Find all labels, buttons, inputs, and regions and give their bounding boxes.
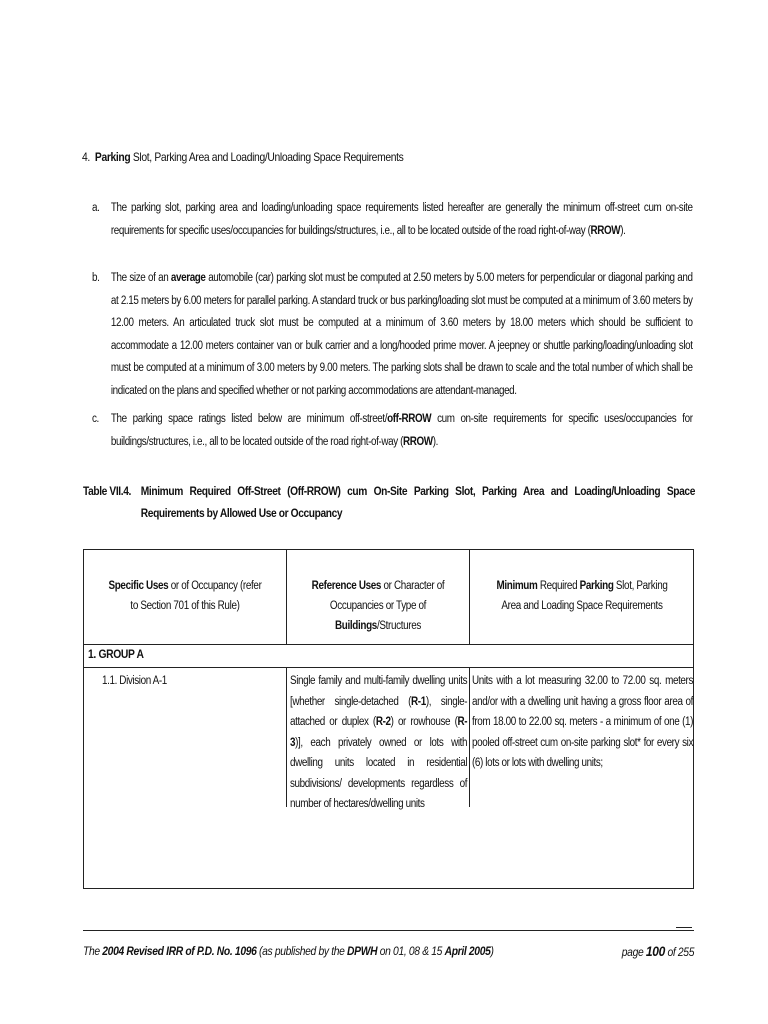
header-col1-rest: or of Occupancy (refer to Section 701 of this Rule) bbox=[130, 580, 262, 612]
footer-document-title bbox=[83, 944, 494, 958]
header-reference-uses bbox=[292, 576, 464, 636]
header-col3-bold-2: Parking bbox=[579, 580, 614, 592]
section-title-rest: Slot, Parking Area and Loading/Unloading Space Requirements bbox=[130, 150, 404, 164]
header-col2-rest-2: /Structures bbox=[376, 620, 421, 632]
row1-specific-use bbox=[102, 671, 282, 692]
paragraph-a-letter: a. bbox=[92, 202, 100, 214]
table-group-divider bbox=[84, 667, 693, 668]
paragraph-c-bold-1: off-RROW bbox=[387, 413, 432, 425]
footer-on: on 01, 08 & 15 bbox=[377, 944, 445, 958]
header-col2-bold-2: Buildings bbox=[335, 620, 377, 632]
row1-ref-text-3: ) or rowhouse ( bbox=[390, 716, 458, 728]
paragraph-b-text-1: The size of an bbox=[110, 272, 171, 284]
footer-page-num: 100 bbox=[645, 943, 665, 959]
footer-page-of: of 255 bbox=[664, 945, 694, 959]
section-title-bold: Parking bbox=[94, 150, 131, 164]
paragraph-a bbox=[92, 197, 693, 242]
row1-ref-text-4: )], each privately owned or lots with dwelling units located in residential subdivisions/ developments regardless of number of hectares/dwelling units bbox=[290, 736, 468, 810]
paragraph-c-text-3: ). bbox=[432, 435, 438, 448]
paragraph-b-bold-1: average bbox=[170, 272, 206, 284]
row1-ref-text-1: Single family and multi-family dwelling units [whether single-detached ( bbox=[290, 675, 468, 708]
paragraph-b-body bbox=[111, 267, 693, 402]
row1-req-text: Units with a lot measuring 32.00 to 72.00 sq. meters and/or with a dwelling unit having a gross floor area of from 18.00 to 22.00 sq. meters - a minimum of one (1) pooled off-street cum on-site parking slot* for every six (6) lots or lots with dwelling units; bbox=[472, 675, 694, 769]
footer-mid: (as published by the bbox=[256, 944, 348, 958]
footer-the: The bbox=[83, 944, 103, 958]
footer-page-number bbox=[622, 943, 694, 959]
paragraph-a-body bbox=[111, 197, 693, 242]
section-number: 4. bbox=[82, 150, 90, 164]
footer-title-bold: 2004 Revised IRR of P.D. No. 1096 bbox=[102, 944, 257, 958]
table-caption-label: Table VII.4. bbox=[83, 484, 131, 498]
header-col3-rest-2: Slot, Parking Area and Loading Space Requirements bbox=[501, 580, 668, 612]
paragraph-a-text-2: ). bbox=[620, 224, 626, 237]
table-col-divider-2 bbox=[469, 550, 470, 644]
table-body-divider-1 bbox=[286, 667, 287, 807]
paragraph-b bbox=[92, 267, 693, 402]
table-caption bbox=[83, 480, 695, 524]
table-group-a: 1. GROUP A bbox=[88, 647, 144, 661]
header-specific-uses bbox=[92, 576, 278, 616]
table-header-divider bbox=[84, 644, 693, 645]
row1-use-text: 1.1. Division A-1 bbox=[102, 675, 167, 687]
footer-dpwh: DPWH bbox=[347, 944, 378, 958]
row1-ref-bold-3: R-3 bbox=[290, 716, 468, 749]
paragraph-a-bold-1: RROW bbox=[590, 224, 621, 237]
table-caption-text: Minimum Required Off-Street (Off-RROW) cum On-Site Parking Slot, Parking Area and Loading/Unloading Space Requirements by Allowed Use or Occupancy bbox=[140, 484, 696, 520]
paragraph-c-text-1: The parking space ratings listed below are minimum off-street/ bbox=[110, 413, 388, 425]
table-col-divider-1 bbox=[286, 550, 287, 644]
header-col3-rest-1: Required bbox=[537, 580, 580, 592]
row1-ref-bold-2: R-2 bbox=[375, 716, 391, 728]
table-body-divider-2 bbox=[469, 667, 470, 807]
header-col2-bold-1: Reference Uses bbox=[311, 580, 382, 592]
header-minimum-required bbox=[474, 576, 690, 616]
row1-ref-text-2: ), single-attached or duplex ( bbox=[290, 695, 468, 728]
header-col2-rest-1: or Character of Occupancies or Type of bbox=[329, 580, 445, 612]
paragraph-c-body bbox=[111, 408, 693, 453]
row1-minimum-requirement bbox=[472, 671, 693, 774]
paragraph-b-letter: b. bbox=[92, 272, 100, 284]
paragraph-b-text-2: automobile (car) parking slot must be computed at 2.50 meters by 5.00 meters for perpendicular or diagonal parking and at 2.15 meters by 6.00 meters for parallel parking. A standard truck or bus parking/loading slot must be computed at a minimum of 3.60 meters by 12.00 meters. An articulated truck slot must be computed at a minimum of 3.60 meters by 18.00 meters which should be sufficient to accommodate a 12.00 meters container van or bulk carrier and a long/hooded prime mover. A jeepney or shuttle parking/loading/unloading slot must be computed at a minimum of 3.00 meters by 9.00 meters. The parking slots shall be drawn to scale and the total number of which shall be indicated on the plans and specified whether or not parking accommodations are attendant-managed. bbox=[110, 272, 693, 397]
paragraph-c bbox=[92, 408, 693, 453]
row1-ref-bold-1: R-1 bbox=[411, 695, 426, 708]
section-heading bbox=[82, 150, 403, 164]
footer-page-word: page bbox=[621, 945, 646, 959]
footer-rule bbox=[83, 930, 694, 931]
parking-requirements-table bbox=[83, 549, 694, 889]
header-col3-bold-1: Minimum bbox=[496, 580, 538, 592]
paragraph-a-text-1: The parking slot, parking area and loading/unloading space requirements listed hereafter are generally the minimum off-street cum on-site requirements for specific uses/occupancies for buildings/structures, i.e., all to be located outside of the road right-of-way ( bbox=[110, 202, 693, 237]
paragraph-c-letter: c. bbox=[92, 413, 99, 425]
paragraph-c-text-2: cum on-site requirements for specific uses/occupancies for buildings/structures, i.e., all to be located outside of the road right-of-way ( bbox=[110, 413, 693, 448]
footer-tick-mark bbox=[676, 927, 692, 928]
paragraph-c-bold-2: RROW bbox=[403, 435, 433, 448]
header-col1-bold: Specific Uses bbox=[108, 580, 169, 592]
footer-date-bold: April 2005 bbox=[444, 944, 491, 958]
row1-reference-use bbox=[290, 671, 467, 815]
footer-close: ) bbox=[490, 944, 494, 958]
